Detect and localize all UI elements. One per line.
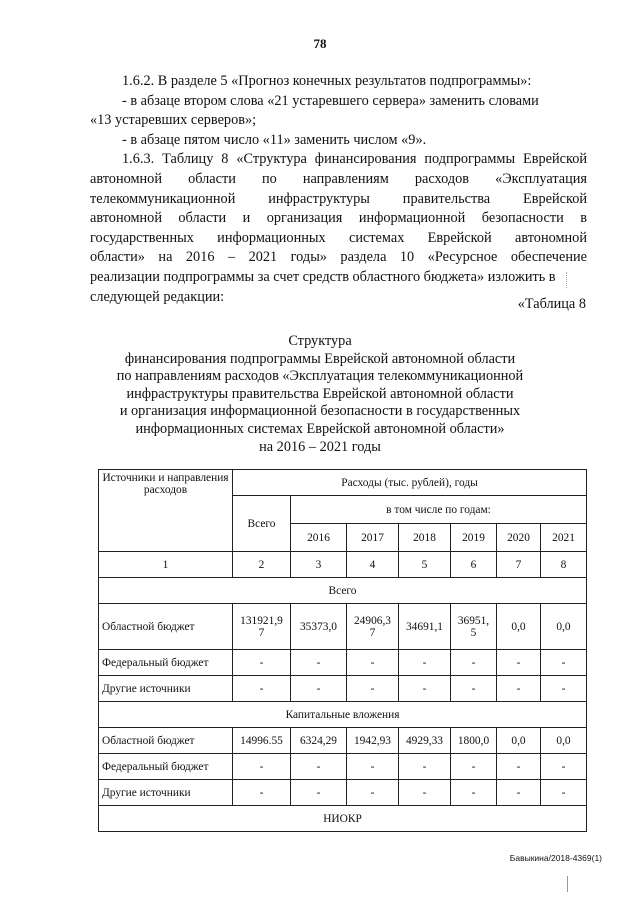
value-cell: 4929,33 (399, 728, 451, 754)
value-cell: - (497, 650, 541, 676)
value-cell: - (399, 676, 451, 702)
section-row (99, 578, 587, 604)
header-expenses: Расходы (тыс. рублей), годы (233, 470, 587, 496)
value-cell: - (541, 754, 587, 780)
value-cell: - (347, 676, 399, 702)
table-title (0, 333, 640, 456)
value-cell: - (347, 780, 399, 806)
paragraph-4-line: области» на 2016 – 2021 годы» раздела 10 «Ресурсное обеспечение (90, 249, 587, 266)
column-number-cell: 7 (497, 552, 541, 578)
table-reference: «Таблица 8 (517, 296, 586, 312)
paragraph-3: - в абзаце пятом число «11» заменить числом «9». (122, 131, 427, 148)
row-label: Другие источники (99, 780, 233, 806)
value-cell: - (399, 780, 451, 806)
year-header-cell: 2021 (541, 524, 587, 552)
section-title: Капитальные вложения (99, 702, 587, 728)
value-cell: 1800,0 (451, 728, 497, 754)
year-header-cell: 2016 (291, 524, 347, 552)
value-cell: - (399, 754, 451, 780)
signature: Бавыкина/2018-4369(1) (509, 853, 602, 863)
value-cell: - (347, 650, 399, 676)
value-cell: 6324,29 (291, 728, 347, 754)
year-header-cell: 2017 (347, 524, 399, 552)
table-row (99, 754, 587, 780)
value-cell: - (233, 676, 291, 702)
body-text (90, 72, 587, 307)
margin-tick (567, 876, 568, 892)
paragraph-4-line: телекоммуникационной инфраструктуры правительства Еврейской (90, 190, 587, 207)
value-cell: 35373,0 (291, 604, 347, 650)
section-row (99, 702, 587, 728)
column-number-cell: 8 (541, 552, 587, 578)
section-row (99, 806, 587, 832)
column-number-cell: 4 (347, 552, 399, 578)
value-cell: 14996.55 (233, 728, 291, 754)
year-header-cell: 2020 (497, 524, 541, 552)
value-cell: - (347, 754, 399, 780)
paragraph-2: - в абзаце втором слова «21 устаревшего сервера» заменить словами (122, 92, 539, 109)
title-line: информационных системах Еврейской автономной области» (135, 420, 505, 437)
title-line: и организация информационной безопасности в государственных (119, 403, 521, 420)
financing-table (98, 469, 587, 832)
value-cell: 34691,1 (399, 604, 451, 650)
value-cell: - (233, 754, 291, 780)
value-cell: 0,0 (497, 728, 541, 754)
value-cell: - (541, 650, 587, 676)
column-number-cell: 3 (291, 552, 347, 578)
paragraph-2-cont: «13 устаревших серверов»; (90, 112, 257, 129)
header-total: Всего (233, 496, 291, 552)
value-cell: - (451, 676, 497, 702)
section-title: НИОКР (99, 806, 587, 832)
value-cell: 1942,93 (347, 728, 399, 754)
title-line: на 2016 – 2021 годы (259, 438, 381, 455)
title-line: инфраструктуры правительства Еврейской автономной области (126, 385, 514, 402)
table-row (99, 728, 587, 754)
margin-mark (566, 272, 568, 288)
value-cell: - (497, 780, 541, 806)
value-cell: 131921,9 7 (233, 604, 291, 650)
paragraph-1: 1.6.2. В разделе 5 «Прогноз конечных результатов подпрограммы»: (122, 73, 532, 89)
paragraph-4-line: следующей редакции: (90, 288, 225, 305)
paragraph-4-line: реализации подпрограммы за счет средств областного бюджета» изложить в (90, 268, 556, 285)
column-number-cell: 2 (233, 552, 291, 578)
value-cell: - (233, 650, 291, 676)
table-row (99, 604, 587, 650)
paragraph-4-line: 1.6.3. Таблицу 8 «Структура финансирования подпрограммы Еврейской (122, 151, 587, 168)
section-title: Всего (99, 578, 587, 604)
title-line: финансирования подпрограммы Еврейской автономной области (124, 350, 516, 367)
column-number-cell: 5 (399, 552, 451, 578)
paragraph-4-line: автономной области и организация информационной безопасности в (90, 210, 587, 227)
value-cell: - (451, 754, 497, 780)
value-cell: - (291, 780, 347, 806)
paragraph-4-line: государственных информационных системах Еврейской автономной (90, 229, 587, 246)
value-cell: - (541, 676, 587, 702)
value-cell: - (451, 780, 497, 806)
paragraph-4-line: автономной области по направлениям расходов «Эксплуатация (90, 170, 587, 187)
value-cell: - (291, 650, 347, 676)
table-row (99, 780, 587, 806)
value-cell: - (497, 754, 541, 780)
value-cell: 36951, 5 (451, 604, 497, 650)
value-cell: - (291, 676, 347, 702)
table-row (99, 676, 587, 702)
value-cell: - (541, 780, 587, 806)
value-cell: - (233, 780, 291, 806)
column-numbers-row (99, 552, 587, 578)
title-line: по направлениям расходов «Эксплуатация телекоммуникационной (116, 368, 524, 385)
table-row (99, 650, 587, 676)
row-label: Федеральный бюджет (99, 754, 233, 780)
value-cell: 0,0 (541, 604, 587, 650)
value-cell: 0,0 (541, 728, 587, 754)
value-cell: 0,0 (497, 604, 541, 650)
year-header-cell: 2019 (451, 524, 497, 552)
header-by-year: в том числе по годам: (291, 496, 587, 524)
column-number-cell: 6 (451, 552, 497, 578)
value-cell: - (399, 650, 451, 676)
row-label: Федеральный бюджет (99, 650, 233, 676)
value-cell: - (451, 650, 497, 676)
row-label: Областной бюджет (99, 604, 233, 650)
value-cell: 24906,3 7 (347, 604, 399, 650)
paragraph-4 (90, 150, 587, 307)
column-number-cell: 1 (99, 552, 233, 578)
row-label: Областной бюджет (99, 728, 233, 754)
value-cell: - (497, 676, 541, 702)
row-label: Другие источники (99, 676, 233, 702)
title-line: Структура (288, 333, 352, 349)
value-cell: - (291, 754, 347, 780)
year-header-cell: 2018 (399, 524, 451, 552)
page-number: 78 (313, 36, 327, 51)
header-source: Источники и направления расходов (99, 470, 233, 552)
